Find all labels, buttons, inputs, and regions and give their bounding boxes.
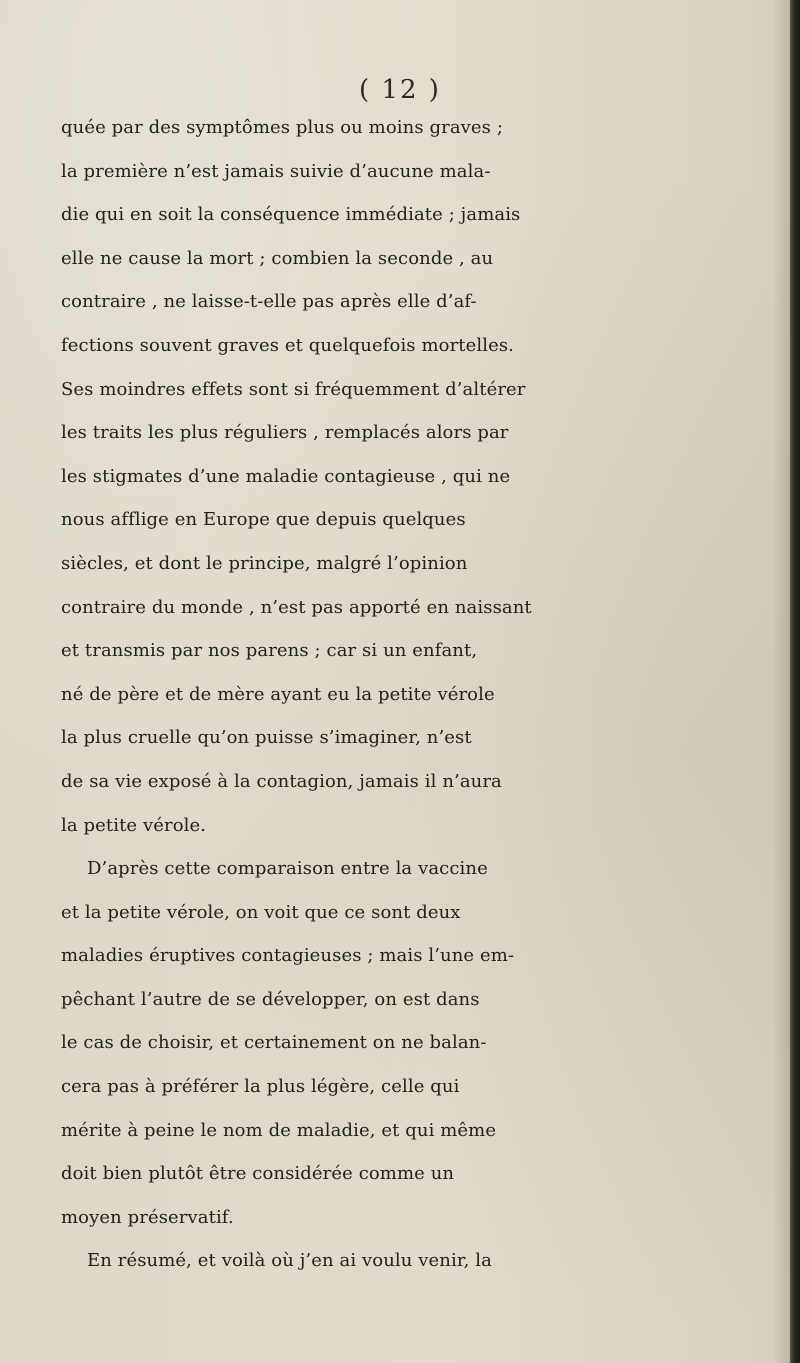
- text-line: et la petite vérole, on voit que ce sont deux: [61, 901, 461, 923]
- text-line: elle ne cause la mort ; combien la seconde , au: [61, 247, 494, 269]
- text-line: fections souvent graves et quelquefois mortelles.: [61, 334, 514, 356]
- text-line: cera pas à préférer la plus légère, celle qui: [61, 1076, 460, 1098]
- text-line: contraire du monde , n’est pas apporté en naissant: [61, 596, 532, 618]
- text-line: quée par des symptômes plus ou moins graves ;: [61, 117, 504, 138]
- text-line: moyen préservatif.: [61, 1206, 234, 1228]
- text-line: la plus cruelle qu’on puisse s’imaginer, n’est: [61, 727, 472, 749]
- text-line: le cas de choisir, et certainement on ne balan-: [61, 1032, 487, 1054]
- text-line: siècles, et dont le principe, malgré l’opinion: [61, 552, 468, 574]
- text-line: D’après cette comparaison entre la vaccine: [87, 858, 488, 880]
- text-line: la petite vérole.: [61, 814, 207, 836]
- page-number: ( 12 ): [359, 75, 441, 105]
- text-line: maladies éruptives contagieuses ; mais l’une em-: [61, 945, 515, 967]
- text-line: contraire , ne laisse-t-elle pas après elle d’af-: [61, 291, 477, 313]
- text-line: die qui en soit la conséquence immédiate ; jamais: [61, 204, 521, 226]
- text-line: Ses moindres effets sont si fréquemment d’altérer: [61, 378, 526, 400]
- text-line: doit bien plutôt être considérée comme un: [61, 1163, 455, 1185]
- text-line: et transmis par nos parens ; car si un enfant,: [61, 640, 478, 662]
- text-line: né de père et de mère ayant eu la petite vérole: [61, 683, 495, 705]
- text-line: les stigmates d’une maladie contagieuse , qui ne: [61, 465, 511, 487]
- body-text: [61, 106, 797, 1283]
- text-line: En résumé, et voilà où j’en ai voulu venir, la: [87, 1250, 492, 1272]
- text-line: les traits les plus réguliers , remplacés alors par: [61, 422, 509, 444]
- text-line: la première n’est jamais suivie d’aucune mala-: [61, 160, 491, 182]
- text-line: nous afflige en Europe que depuis quelques: [61, 509, 466, 531]
- text-line: de sa vie exposé à la contagion, jamais il n’aura: [61, 770, 502, 792]
- text-line: pêchant l’autre de se développer, on est dans: [61, 988, 480, 1010]
- text-line: mérite à peine le nom de maladie, et qui même: [61, 1119, 497, 1141]
